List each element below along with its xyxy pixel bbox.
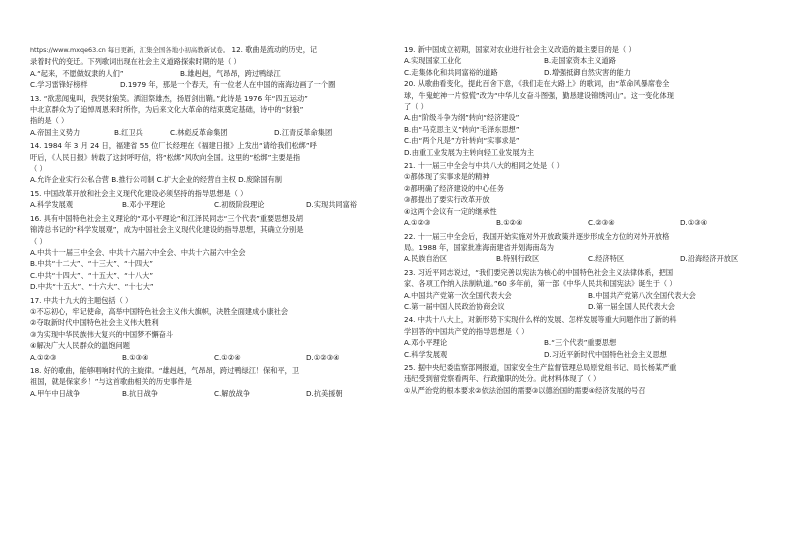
q17-stem: 17. 中共十九大的主题包括（ ） [30, 295, 133, 305]
q16-line2: 锦涛总书记的“科学发展观”，成为中国社会主义现代化建设的指导思想，其确立分别是 [30, 225, 304, 235]
q13-line3: 指的是（ ） [30, 116, 69, 126]
q18-option-d: D.抗美援朝 [306, 388, 343, 398]
q13-option-a: A.帝国主义势力 [30, 127, 81, 137]
q18-line2: 祖国，就是保家乡！”与这首歌曲相关的历史事件是 [30, 377, 192, 387]
q22-option-c: C.经济特区 [588, 254, 625, 264]
q14-line3: （ ） [30, 164, 47, 174]
q20-option-c: C.由“两个凡是”方针转向“实事求是” [404, 136, 520, 146]
q25-line2: 违纪受到留党察看两年、行政撤职的处分。此材料体现了（ ） [404, 374, 601, 384]
q17-item3: ③为实现中华民族伟大复兴的中国梦不懈奋斗 [30, 329, 174, 339]
q21-item1: ①都体现了实事求是的精神 [404, 172, 490, 182]
q15-stem: 15. 中国改革开放和社会主义现代化建设必须坚持的指导思想是（ ） [30, 188, 248, 198]
q15-options [30, 199, 390, 210]
q23-options-ab [404, 290, 768, 301]
q19-option-d: D.增强抵御自然灾害的能力 [544, 67, 631, 77]
q22-line1: 22. 十一届三中全会后，我国开始实施对外开放政策并逐步形成全方位的对外开放格 [404, 231, 670, 241]
q21-stem: 21. 十一届三中全会与中共八大的相同之处是（ ） [404, 161, 564, 171]
q15-option-a: A.科学发展观 [30, 200, 74, 210]
q16-line1: 16. 具有中国特色社会主义理论的“邓小平理论”和江泽民同志“三个代表”重要思想及胡 [30, 213, 303, 223]
q25-line1: 25. 据中央纪委监察部网报道，国家安全生产监督管理总局原党组书记、局长杨某严重 [404, 362, 677, 372]
q21-options [404, 217, 768, 228]
q22-option-d: D.沿海经济开放区 [680, 254, 739, 264]
q13-option-b: B.红卫兵 [114, 127, 143, 137]
q21-item2: ②都明确了经济建设的中心任务 [404, 183, 504, 193]
q24-options-cd [404, 349, 768, 360]
q23-option-c: C.第一届中国人民政治协商会议 [404, 301, 505, 311]
q24-option-b: B.“三个代表”重要思想 [544, 338, 617, 348]
q20-line2: 球，牛鬼蛇神一片惊慌”改为“中华儿女奋斗图强，勤恳建设锦绣河山”。这一变化体现 [404, 90, 674, 100]
q19-option-b: B.走国家资本主义道路 [544, 56, 616, 66]
q12-options-cd [30, 79, 390, 90]
q18-option-c: C.解放战争 [214, 388, 251, 398]
q16-option-a: A.中共十一届三中全会、中共十六届六中全会、中共十六届六中全会 [30, 247, 246, 257]
q19-option-c: C.走集体化和共同富裕的道路 [404, 67, 498, 77]
q15-option-b: B.邓小平理论 [122, 200, 166, 210]
q19-options-ab [404, 55, 768, 66]
q12-option-a: A.“起来，不愿做奴隶的人们” [30, 68, 124, 78]
q24-options-ab [404, 337, 768, 348]
q13-option-c: C.林彪反革命集团 [170, 127, 228, 137]
q24-option-c: C.科学发展观 [404, 349, 448, 359]
q24-line1: 24. 中共十八大上，对新形势下实现什么样的发展、怎样发展等重大问题作出了新的科 [404, 315, 677, 325]
q17-option-d: D.①②③④ [306, 352, 340, 362]
q22-option-b: B.特别行政区 [496, 254, 540, 264]
q23-options-cd [404, 301, 768, 312]
q24-option-d: D.习近平新时代中国特色社会主义思想 [544, 349, 667, 359]
q17-option-b: B.①③④ [122, 352, 149, 362]
q23-option-b: B.中国共产党第八次全国代表大会 [588, 290, 696, 300]
q13-option-d: D.江青反革命集团 [274, 127, 333, 137]
q21-option-d: D.①③④ [680, 218, 708, 228]
q23-option-a: A.中国共产党第一次全国代表大会 [404, 290, 512, 300]
q16-option-c: C.中共“十四大”、“十五大”、“十八大” [30, 270, 154, 280]
q14-line2: 吁后，《人民日报》转载了这封呼吁信，将“松绑”风吹向全国。这里的“松绑”主要是指 [30, 152, 301, 162]
q17-item1: ①不忘初心，牢记使命，高举中国特色社会主义伟大旗帜，决胜全面建成小康社会 [30, 306, 289, 316]
q21-option-c: C.②③④ [588, 218, 615, 228]
q18-option-b: B.抗日战争 [122, 388, 158, 398]
q14-line1: 14. 1984 年 3 月 24 日，福建省 55 位厂长经理在《福建日报》上发出“请给我们松绑”呼 [30, 141, 317, 151]
q20-line3: 了（ ） [404, 102, 428, 112]
q16-option-d: D.中共“十五大”、“十六大”、“十七大” [30, 282, 154, 292]
header-url: https://www.mxqe63.cn 每日更新，汇集全国各地小初高教新试卷。 [30, 46, 230, 54]
q14-options: A.允许企业实行公私合营 B.推行公司制 C.扩大企业的经营自主权 D.废除国有制 [30, 175, 282, 185]
q12-stem: 12. 歌曲是流动的历史，记 [229, 45, 318, 54]
q21-item3: ③都提出了要实行改革开放 [404, 195, 490, 205]
right-column [404, 44, 768, 396]
q17-option-a: A.①②③ [30, 352, 57, 362]
q20-line1: 20. 从歌曲看变化，提此百舍下意，《我们走在大路上》的歌词，由“革命风暴席卷全 [404, 79, 670, 89]
q15-option-d: D.实现共同富裕 [306, 200, 357, 210]
q22-options [404, 253, 768, 264]
q24-option-a: A.邓小平理论 [404, 338, 448, 348]
q23-line1: 23. 习近平同志说过，“我们要完善以宪法为核心的中国特色社会主义法律体系，把国 [404, 267, 674, 277]
q18-option-a: A.甲午中日战争 [30, 388, 81, 398]
q13-line2: 中北京群众为了追悼周恩来时所作，为后来文化大革命的结束奠定基础，诗中的“豺狼” [30, 105, 304, 115]
left-column [30, 44, 390, 399]
q12-stem-line [30, 44, 390, 56]
q16-option-b: B.中共“十二大”、“十三大”、“十四大” [30, 259, 153, 269]
q18-options [30, 388, 390, 399]
q19-option-a: A.实现国家工业化 [404, 56, 462, 66]
q23-line2: 家、各项工作纳入法制轨道。”60 多年前，第一部《中华人民共和国宪法》诞生于（ ） [404, 279, 677, 289]
q22-line2: 局。1988 年，国家批准海南建省并划海南岛为 [404, 242, 554, 252]
q22-option-a: A.民族自治区 [404, 254, 448, 264]
q20-option-a: A.由“阶级斗争为纲”转向“经济建设” [404, 113, 520, 123]
q13-line1: 13. “欲悲闻鬼叫，我哭豺狼笑。洒泪祭雄杰，扬眉剑出鞘。”此诗是 1976 年“四五运动” [30, 93, 308, 103]
q12-option-b: B.雄赳赳，气昂昂，跨过鸭绿江 [180, 68, 281, 78]
q12-option-d: D.1979 年，那是一个春天，有一位老人在中国的南海边画了一个圈 [120, 80, 336, 90]
q19-stem: 19. 新中国成立初期，国家对农业进行社会主义改造的最主要目的是（ ） [404, 45, 636, 54]
q19-options-cd [404, 67, 768, 78]
q17-item2: ②夺取新时代中国特色社会主义伟大胜利 [30, 318, 159, 328]
q17-item4: ④解决广大人民群众的温饱问题 [30, 341, 130, 351]
q21-item4: ④这两个会议有一定的继承性 [404, 206, 497, 216]
q21-option-a: A.①②③ [404, 218, 431, 228]
q15-option-c: C.初级阶段理论 [214, 200, 265, 210]
q21-option-b: B.①②④ [496, 218, 523, 228]
q12-option-c: C.学习雷锋好榜样 [30, 80, 88, 90]
q23-option-d: D.第一届全国人民代表大会 [588, 301, 675, 311]
q20-option-d: D.由重工业发展为主转向轻工业发展为主 [404, 147, 535, 157]
q25-line3: ①从严治党的根本要求②依法治国的需要③以德治国的需要④经济发展的号召 [404, 385, 646, 395]
q20-option-b: B.由“马克思主义”转向“毛泽东思想” [404, 124, 520, 134]
q12-stem2: 录着时代的变迁。下列歌词出现在社会主义道路探索时期的是（ ） [30, 57, 241, 67]
q17-option-c: C.①②④ [214, 352, 241, 362]
q13-options [30, 127, 390, 138]
q16-line3: （ ） [30, 236, 47, 246]
q18-line1: 18. 好的歌曲，能够唱响时代的主旋律。“雄赳赳，气昂昂，跨过鸭绿江！保和平，卫 [30, 365, 300, 375]
q17-options [30, 352, 390, 363]
q24-line2: 学回答的中国共产党的指导思想是（ ） [404, 326, 529, 336]
q12-options-ab [30, 68, 390, 79]
